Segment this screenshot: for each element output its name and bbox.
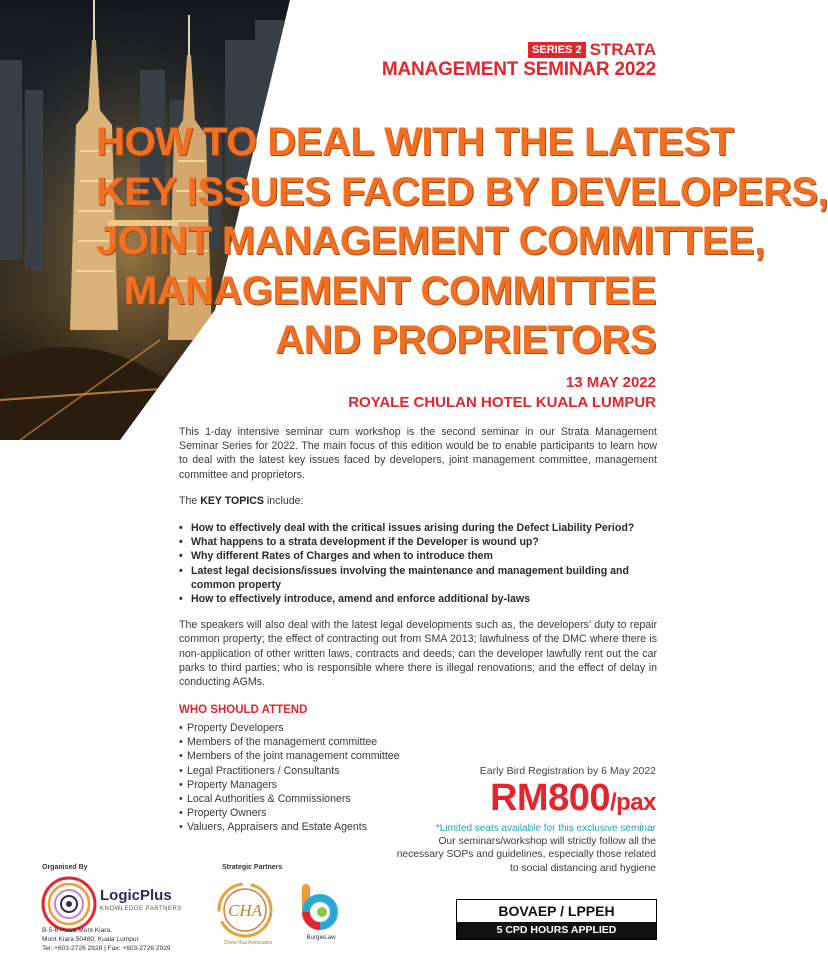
sop-note: Our seminars/workshop will strictly follow all the necessary SOPs and guidelines, especially those related to social distancing and hygiene [396, 836, 656, 874]
headline-line: JOINT MANAGEMENT COMMITTEE, [96, 219, 765, 263]
topic-item: • What happens to a strata development if the Developer is wound up? [179, 535, 657, 549]
strategic-partners-title: Strategic Partners [222, 864, 283, 871]
speakers-paragraph: The speakers will also deal with the latest legal developments such as, the developers’ duty to repair common property; the effect of contracting out from SMA 2013; lawfulness of the DMC where there is non-application of other written laws, contracts and deeds; can the developer lawfully rent out the car parks to third parties; who is responsible where there is illegal renovations; and the effect of delay in conducting AGMs. [179, 619, 657, 689]
topic-item: • Latest legal decisions/issues involving the maintenance and management building and common property [179, 564, 657, 592]
headline-line: AND PROPRIETORS [275, 318, 656, 362]
topic-item: • Why different Rates of Charges and when to introduce them [179, 549, 657, 563]
headline [96, 118, 828, 366]
body-content [179, 425, 657, 689]
event-venue: ROYALE CHULAN HOTEL KUALA LUMPUR [348, 394, 656, 411]
accreditation-box [456, 899, 657, 940]
limited-seats-note: *Limited seats available for this exclusive seminar [435, 823, 656, 834]
topics-list [179, 521, 657, 606]
attendee-item: • Property Managers [179, 778, 400, 792]
contact-line: Tel: +603-2726 2928 | Fax: +603-2726 2929 [42, 945, 171, 952]
price [396, 778, 656, 823]
key-topics-bold: KEY TOPICS [200, 494, 264, 507]
attendee-item: • Valuers, Appraisers and Estate Agents [179, 820, 400, 834]
series-line1: STRATA [589, 40, 656, 59]
intro-paragraph: This 1-day intensive seminar cum workshop is the second seminar in our Strata Management Seminar Series for 2022. The main focus of this edition would be to enable participants to learn how to deal with the latest key issues faced by developers, joint management committee, management committee and proprietors. [179, 426, 657, 481]
series-badge: SERIES 2 [528, 42, 586, 58]
attendee-item: • Local Authorities & Commissioners [179, 792, 400, 806]
headline-line: KEY ISSUES FACED BY DEVELOPERS, [96, 169, 828, 214]
attendee-item: • Legal Practitioners / Consultants [179, 764, 400, 778]
logicplus-name: LogicPlus [100, 887, 172, 904]
key-topics-prefix: The [179, 494, 201, 507]
cha-logo-icon [215, 880, 275, 940]
attendee-item: • Members of the management committee [179, 735, 400, 749]
topic-item: • How to effectively introduce, amend and enforce additional by-laws [179, 592, 657, 606]
key-topics-suffix: include: [263, 494, 304, 507]
logicplus-logo-icon [40, 875, 98, 933]
attendee-item: • Property Developers [179, 721, 400, 735]
cha-initials: CHA [228, 901, 262, 920]
topic-item: • How to effectively deal with the critical issues arising during the Defect Liability Period? [179, 521, 657, 535]
price-amount: RM800 [489, 777, 610, 819]
address-line-1: B-5-8 Plaza Mont Kiara, [42, 927, 112, 934]
headline-line: HOW TO DEAL WITH THE LATEST [96, 120, 734, 164]
logicplus-subtitle: KNOWLEDGE PARTNERS [100, 906, 182, 912]
address-line-2: Mont Kiara 50480, Kuala Lumpur [42, 936, 139, 943]
cha-name: Chew Hua Associates [223, 940, 273, 946]
accreditation-title: BOVAEP / LPPEH [498, 903, 615, 919]
organiser-address [42, 926, 171, 953]
who-list [179, 721, 400, 835]
event-date: 13 MAY 2022 [565, 374, 656, 391]
headline-line: MANAGEMENT COMMITTEE [123, 268, 656, 313]
organised-by-title: Organised By [42, 864, 88, 871]
event-info [348, 373, 656, 413]
pricing-box [396, 764, 656, 875]
key-topics-intro [179, 494, 657, 508]
cpd-hours: 5 CPD HOURS APPLIED [457, 922, 656, 939]
burgielaw-logo-icon [296, 882, 340, 930]
burgielaw-name: BurgieLaw [306, 934, 336, 941]
early-bird-text: Early Bird Registration by 6 May 2022 [479, 765, 656, 777]
price-per: /pax [609, 789, 656, 816]
attendee-item: • Property Owners [179, 806, 400, 820]
who-should-attend-title: WHO SHOULD ATTEND [179, 704, 308, 716]
attendee-item: • Members of the joint management committee [179, 749, 400, 763]
series-header [382, 40, 656, 81]
series-line2: MANAGEMENT SEMINAR 2022 [381, 59, 656, 80]
